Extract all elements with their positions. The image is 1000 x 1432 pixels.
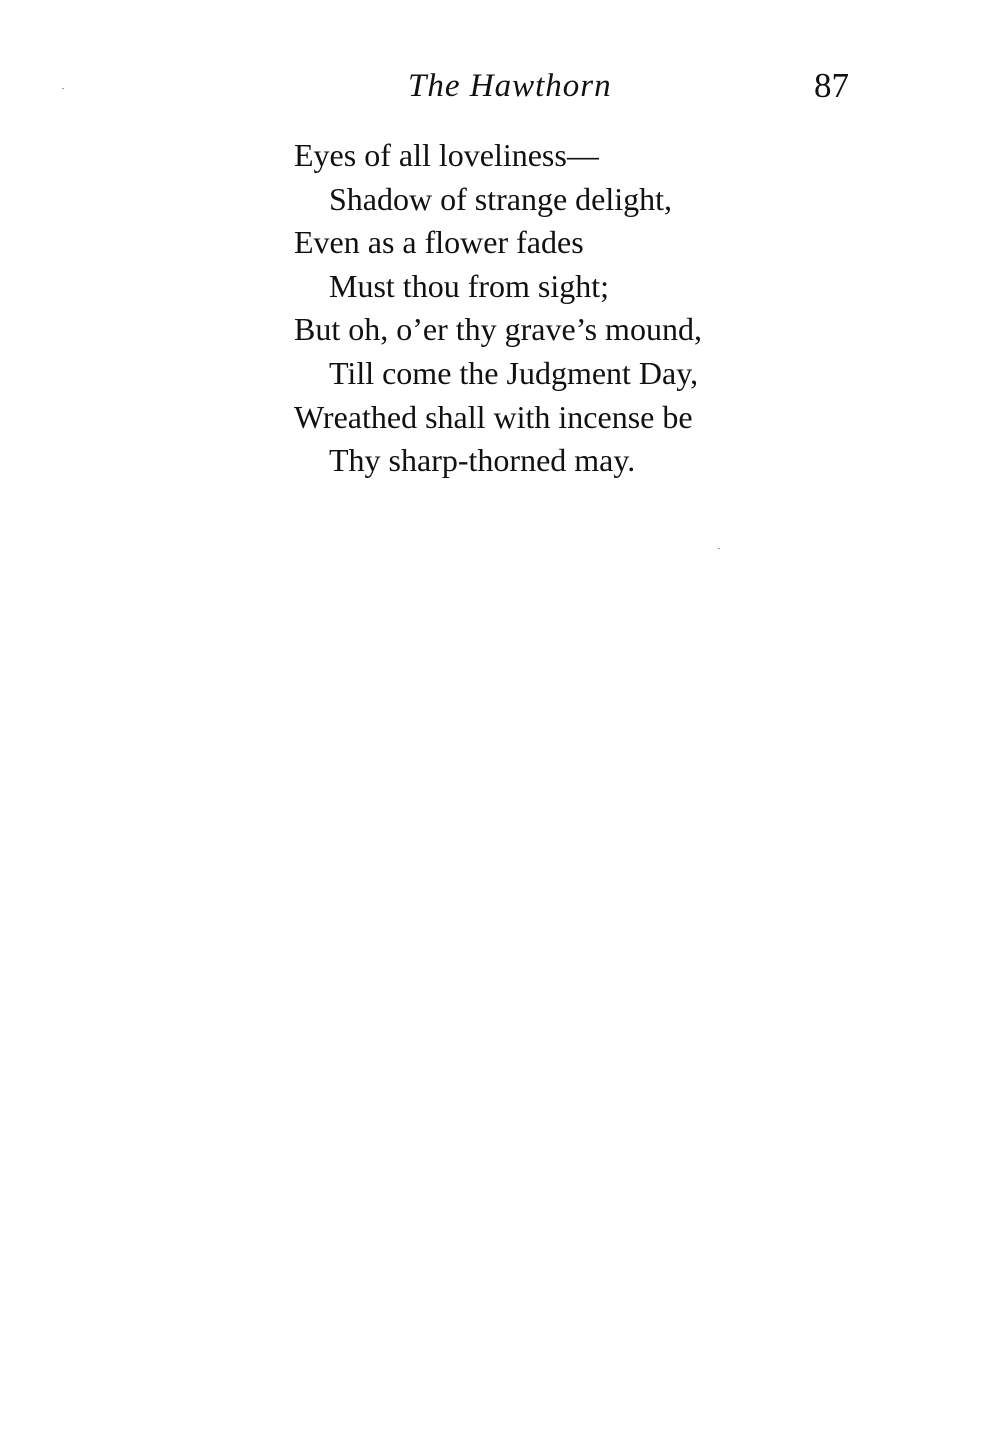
poem-line: Shadow of strange delight, (329, 180, 673, 217)
poem-line: Even as a flower fades (294, 224, 584, 261)
scan-speck (718, 548, 720, 549)
poem-line: Wreathed shall with incense be (294, 398, 693, 435)
poem-line: Eyes of all loveliness— (294, 137, 599, 173)
running-head (0, 62, 1000, 112)
running-head-title: The Hawthorn (408, 68, 612, 104)
poem-stanza (294, 134, 854, 483)
poem-line: Thy sharp-thorned may. (329, 442, 636, 479)
poem-line: Till come the Judgment Day, (329, 354, 699, 391)
page-number: 87 (814, 66, 849, 105)
scan-speck (62, 88, 64, 89)
poem-line: But oh, o’er thy grave’s mound, (294, 311, 702, 348)
poem-line: Must thou from sight; (329, 267, 610, 304)
